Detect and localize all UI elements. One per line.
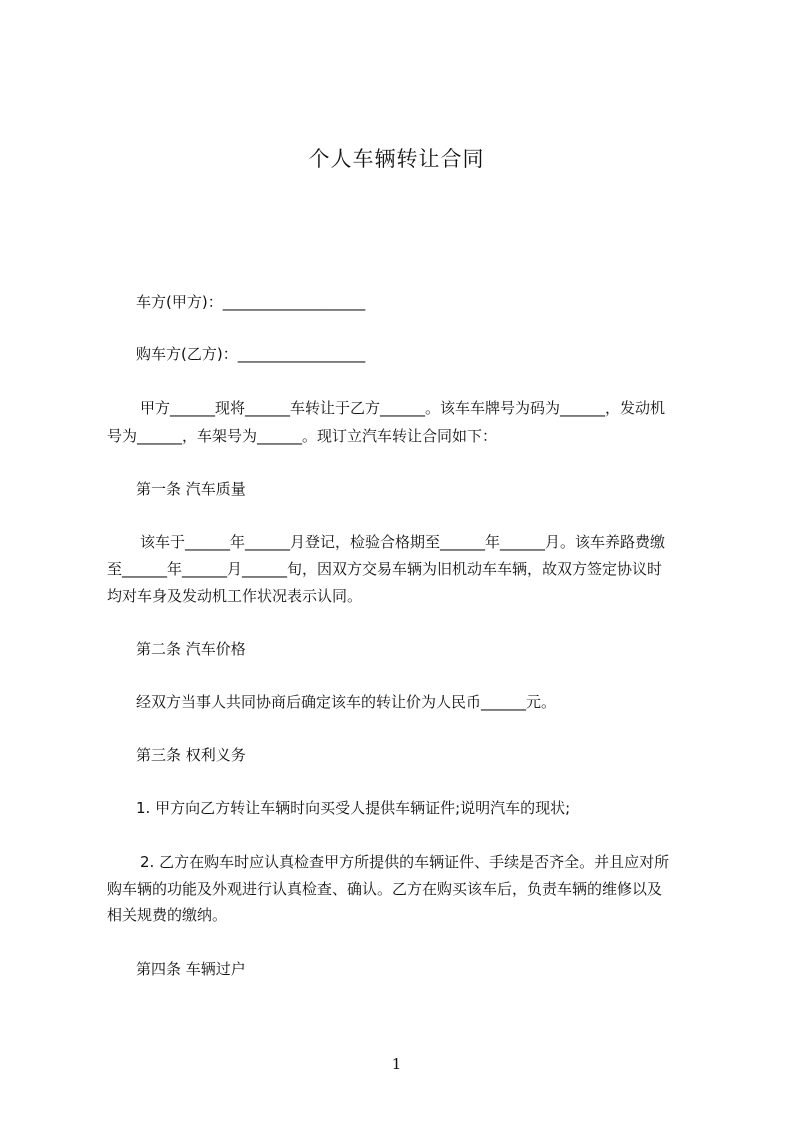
- seller-line: 车方(甲方)：___________________: [136, 293, 366, 311]
- page-number: 1: [391, 1055, 402, 1073]
- article3-item-2-line-2: 购车辆的功能及外观进行认真检查、确认。乙方在购买该车后，负责车辆的维修以及: [107, 880, 663, 898]
- article3-item-2-line-3: 相关规费的缴纳。: [107, 906, 228, 924]
- article1-line-3: 均对车身及发动机工作状况表示认同。: [107, 587, 363, 605]
- article1-line-1: 该车于______年______月登记，检验合格期至______年______月。该车养路费缴: [140, 533, 666, 551]
- document-title: 个人车辆转让合同: [308, 147, 485, 171]
- article2-text: 经双方当事人共同协商后确定该车的转让价为人民币______元。: [136, 693, 557, 711]
- article3-item-1: 1. 甲方向乙方转让车辆时向买受人提供车辆证件;说明汽车的现状;: [136, 799, 571, 817]
- intro-line-2: 号为______，车架号为______。现订立汽车转让合同如下：: [107, 427, 498, 445]
- article3-item-2-line-1: 2. 乙方在购车时应认真检查甲方所提供的车辆证件、手续是否齐全。并且应对所: [140, 853, 670, 871]
- article1-line-2: 至______年______月______旬，因双方交易车辆为旧机动车车辆，故双方签定协议时: [107, 560, 663, 578]
- buyer-line: 购车方(乙方)：_________________: [136, 345, 366, 363]
- intro-line-1: 甲方______现将______车转让于乙方______。该车车牌号为码为______，发动机: [140, 399, 666, 417]
- article4-heading: 第四条 车辆过户: [136, 960, 246, 978]
- article3-heading: 第三条 权利义务: [136, 746, 246, 764]
- article2-heading: 第二条 汽车价格: [136, 640, 246, 658]
- article1-heading: 第一条 汽车质量: [136, 480, 246, 498]
